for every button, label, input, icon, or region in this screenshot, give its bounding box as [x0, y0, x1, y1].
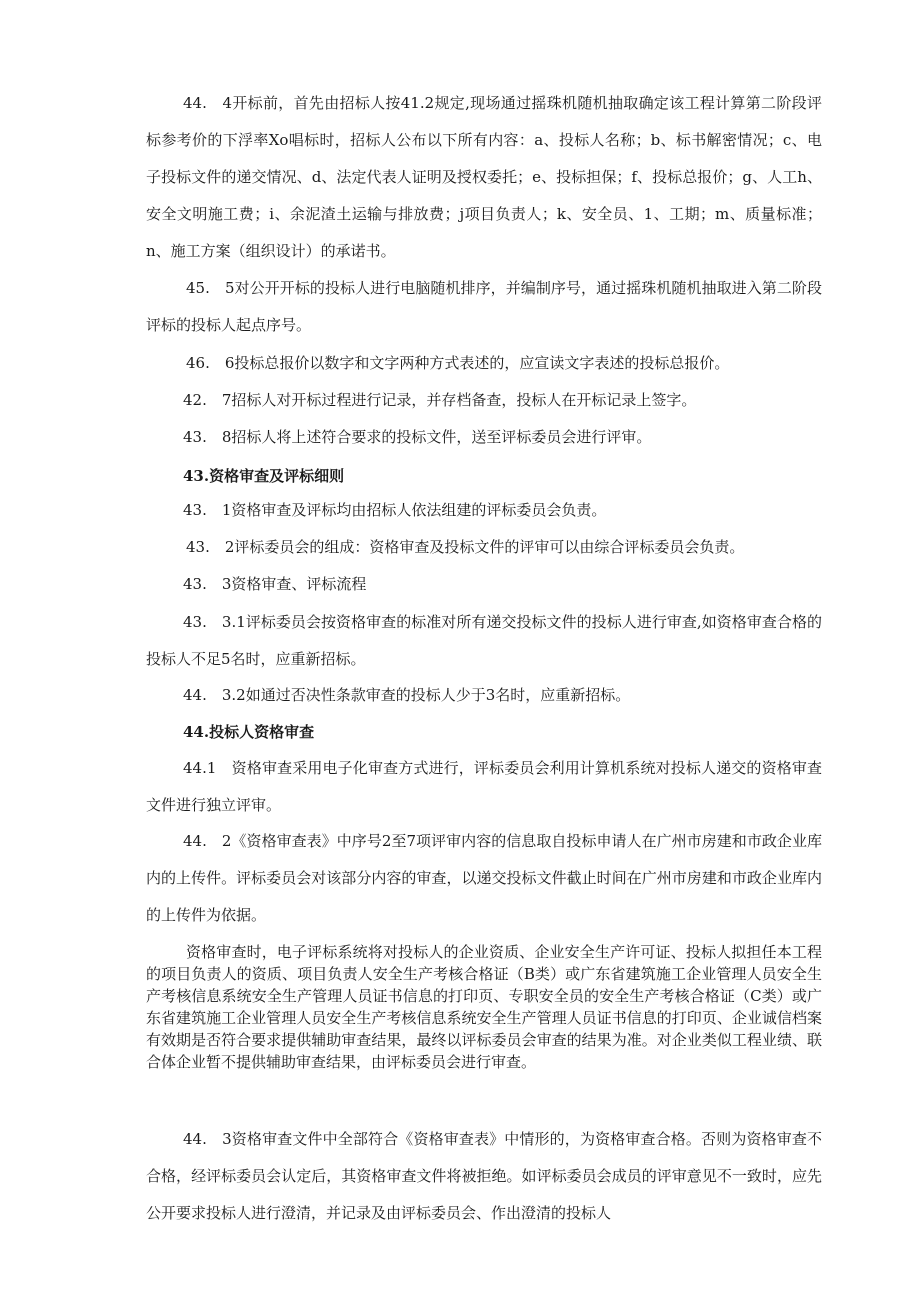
paragraph-45-5: 45. 5对公开开标的投标人进行电脑随机排序，并编制序号，通过摇珠机随机抽取进入第二阶段评标的投标人起点序号。 [146, 279, 822, 334]
section-heading-43: 43.资格审查及评标细则 [183, 467, 345, 485]
paragraph-46-6: 46. 6投标总报价以数字和文字两种方式表述的，应宣读文字表述的投标总报价。 [186, 354, 730, 372]
paragraph-zgsc-details: 资格审查时，电子评标系统将对投标人的企业资质、企业安全生产许可证、投标人拟担任本工程的项目负责人的资质、项目负责人安全生产考核合格证（B类）或广东省建筑施工企业管理人员安全生产考核信息系统安全生产管理人员证书信息的打印页、专职安全员的安全生产考核合格证（C类）或广东省建筑施工企业管理人员安全生产考核信息系统安全生产管理人员证书信息的打印页、企业诚信档案有效期是否符合要求提供辅助审查结果，最终以评标委员会审查的结果为准。对企业类似工程业绩、联合体企业暂不提供辅助审查结果，由评标委员会进行审查。 [146, 943, 822, 1071]
paragraph-43-1: 43. 1资格审查及评标均由招标人依法组建的评标委员会负责。 [183, 501, 607, 519]
paragraph-44-4: 44. 4开标前，首先由招标人按41.2规定,现场通过摇珠机随机抽取确定该工程计算第二阶段评标参考价的下浮率Xo唱标时，招标人公布以下所有内容：a、投标人名称；b、标书解密情况；c、电子投标文件的递交情况、d、法定代表人证明及授权委托；e、投标担保；f、投标总报价；g、人工h、安全文明施工费；i、余泥渣土运输与排放费；j项目负责人；k、安全员、1、工期；m、质量标准；n、施工方案（组织设计）的承诺书。 [146, 94, 822, 260]
paragraph-44-2: 44. 2《资格审查表》中序号2至7项评审内容的信息取自投标申请人在广州市房建和市政企业库内的上传件。评标委员会对该部分内容的审查，以递交投标文件截止时间在广州市房建和市政企业库内的上传件为依据。 [146, 832, 822, 924]
paragraph-44-3: 44. 3资格审查文件中全部符合《资格审查表》中情形的，为资格审查合格。否则为资格审查不合格，经评标委员会认定后，其资格审查文件将被拒绝。如评标委员会成员的评审意见不一致时，应先公开要求投标人进行澄清，并记录及由评标委员会、作出澄清的投标人 [146, 1130, 822, 1222]
paragraph-43-2: 43. 2评标委员会的组成：资格审查及投标文件的评审可以由综合评标委员会负责。 [186, 538, 745, 556]
paragraph-44-3-2: 44. 3.2如通过否决性条款审查的投标人少于3名时，应重新招标。 [183, 686, 631, 704]
paragraph-43-8: 43. 8招标人将上述符合要求的投标文件，送至评标委员会进行评审。 [183, 428, 652, 446]
paragraph-44-1: 44.1 资格审查采用电子化审查方式进行，评标委员会利用计算机系统对投标人递交的资格审查文件进行独立评审。 [146, 759, 822, 814]
paragraph-43-3-1: 43. 3.1评标委员会按资格审查的标准对所有递交投标文件的投标人进行审查,如资格审查合格的投标人不足5名时，应重新招标。 [146, 613, 822, 668]
paragraph-43-3: 43. 3资格审查、评标流程 [183, 575, 367, 593]
section-heading-44: 44.投标人资格审查 [183, 723, 315, 741]
paragraph-42-7: 42. 7招标人对开标过程进行记录，并存档备查，投标人在开标记录上签字。 [183, 391, 697, 409]
